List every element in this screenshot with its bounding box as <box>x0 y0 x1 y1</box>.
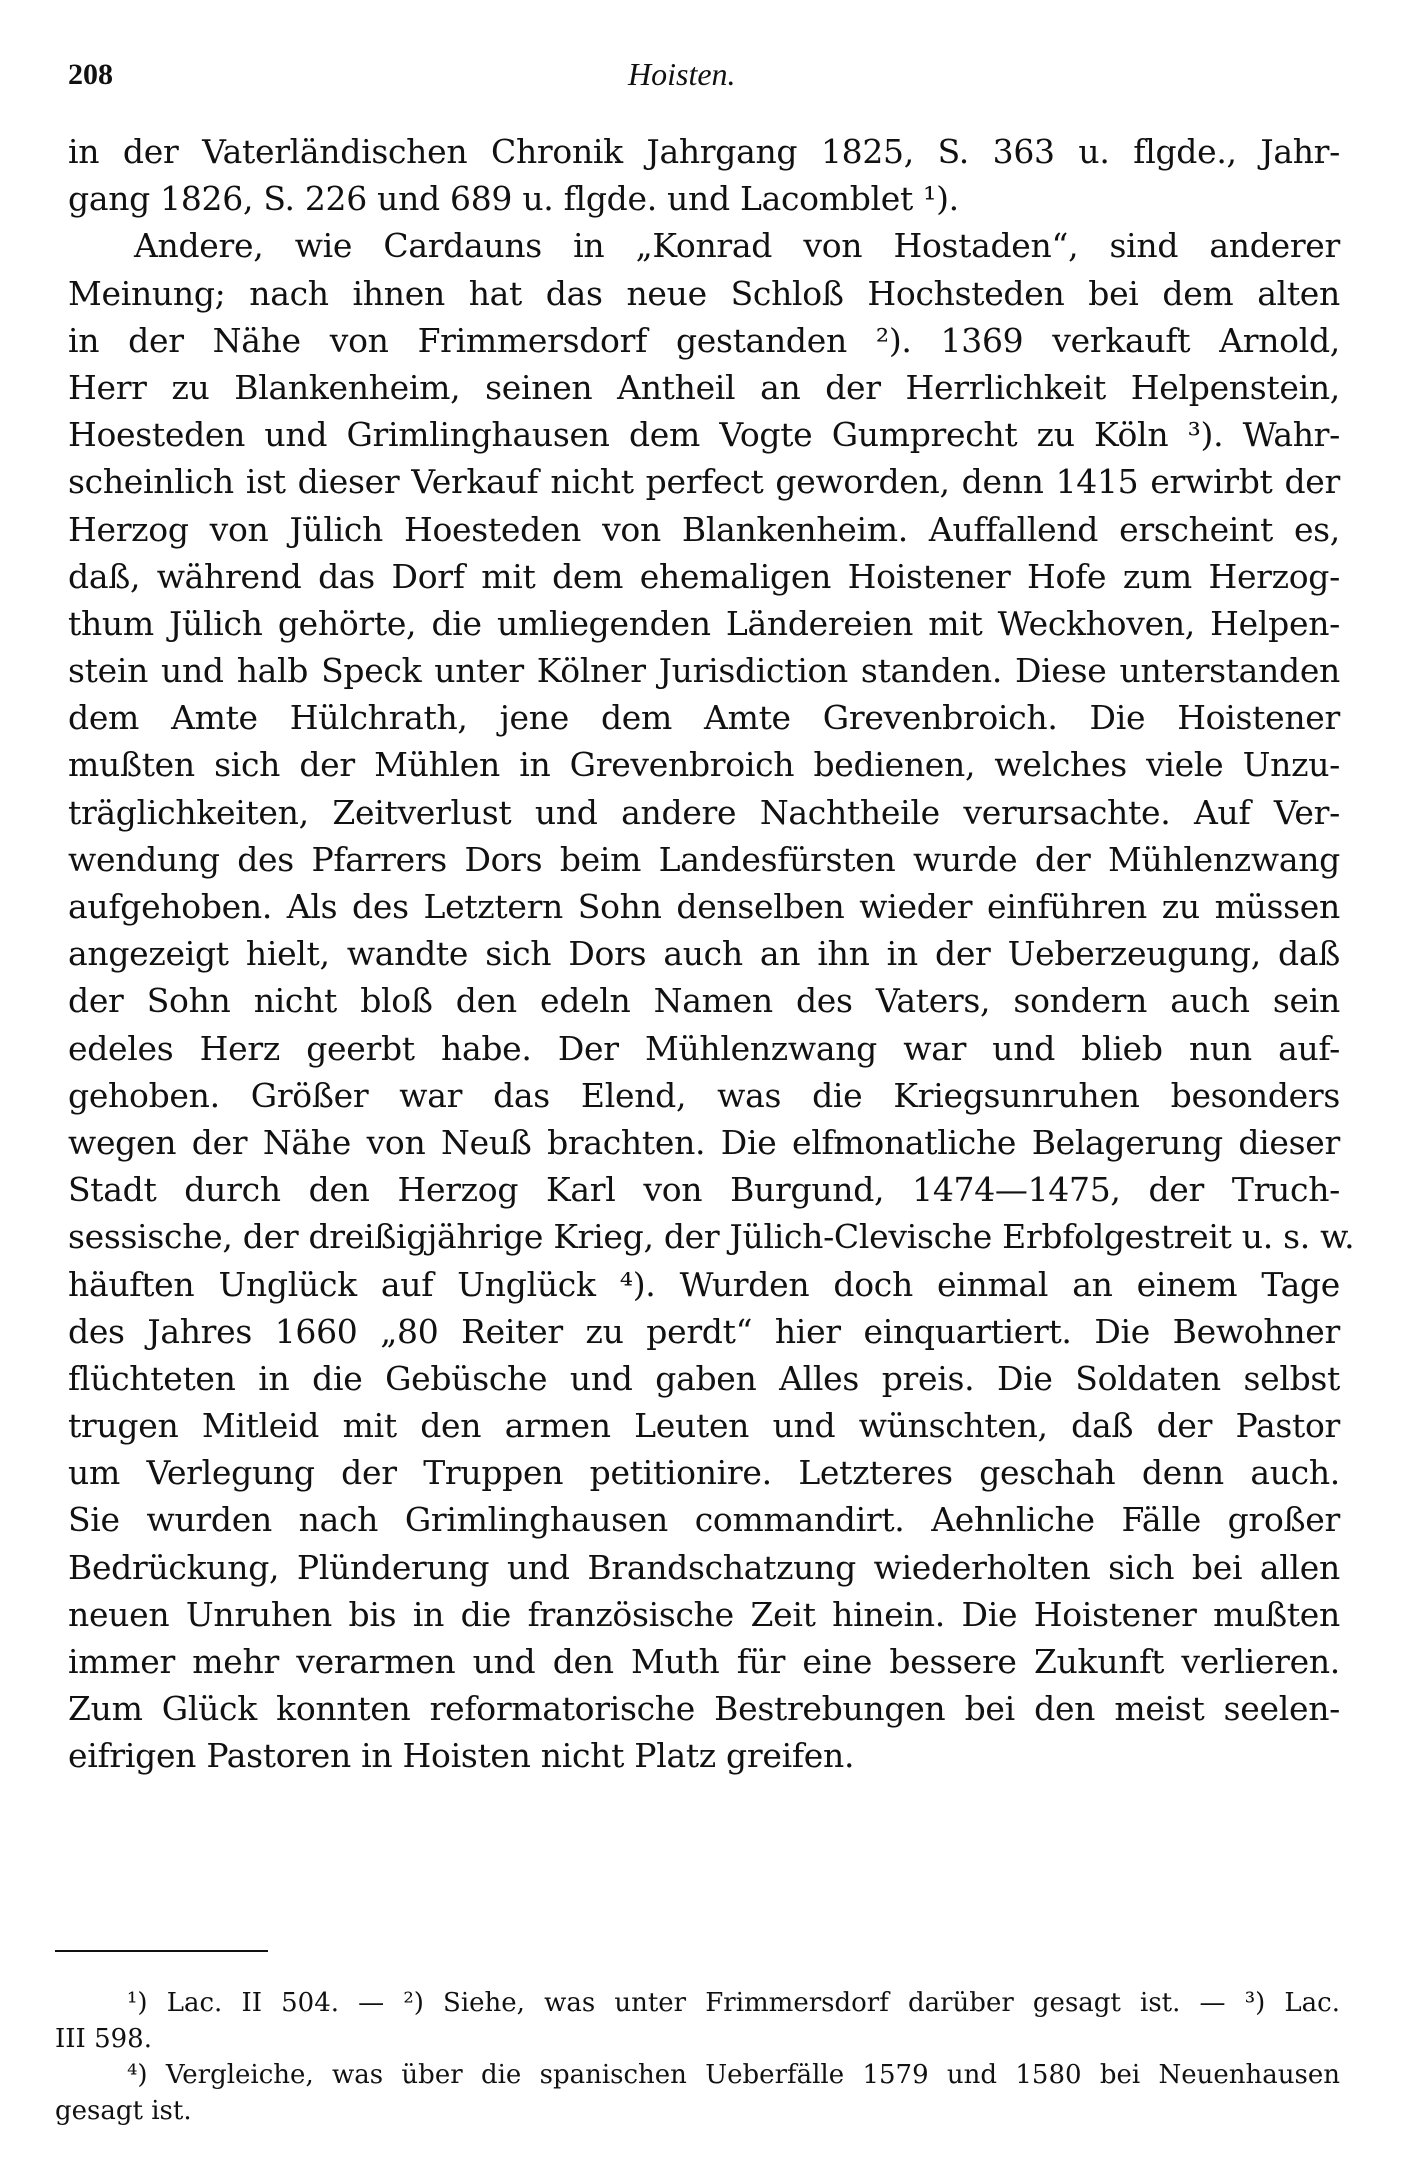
text-line: sessische, der dreißigjährige Krieg, der Jülich-Clevische Erbfolgestreit u. s. w. <box>68 1217 1355 1257</box>
footnote-line: ⁴) Vergleiche, was über die spanischen Ueberfälle 1579 und 1580 bei Neuenhausen <box>127 2060 1340 2090</box>
text-line: edeles Herz geerbt habe. Der Mühlenzwang war und blieb nun auf- <box>68 1028 1340 1068</box>
text-line: dem Amte Hülchrath, jene dem Amte Grevenbroich. Die Hoistener <box>68 698 1340 738</box>
text-line: in der Nähe von Frimmersdorf gestanden ²). 1369 verkauft Arnold, <box>68 320 1340 360</box>
text-line: Herr zu Blankenheim, seinen Antheil an der Herrlichkeit Helpenstein, <box>68 367 1340 407</box>
text-line: gehoben. Größer war das Elend, was die Kriegsunruhen besonders <box>68 1075 1340 1115</box>
footnotes <box>55 1985 1340 2129</box>
text-line: thum Jülich gehörte, die umliegenden Ländereien mit Weckhoven, Helpen- <box>68 603 1340 643</box>
running-title: Hoisten. <box>628 56 736 92</box>
text-line: der Sohn nicht bloß den edeln Namen des Vaters, sondern auch sein <box>68 981 1340 1021</box>
text-line: gang 1826, S. 226 und 689 u. flgde. und Lacomblet ¹). <box>68 179 959 219</box>
text-line: trugen Mitleid mit den armen Leuten und wünschten, daß der Pastor <box>68 1406 1340 1446</box>
footnote-line: gesagt ist. <box>55 2096 192 2126</box>
body-text <box>68 128 1355 1780</box>
text-line: stein und halb Speck unter Kölner Jurisdiction standen. Diese unterstanden <box>68 651 1340 691</box>
text-line: flüchteten in die Gebüsche und gaben Alles preis. Die Soldaten selbst <box>68 1358 1340 1398</box>
text-line: eifrigen Pastoren in Hoisten nicht Platz greifen. <box>68 1736 855 1776</box>
text-line: des Jahres 1660 „80 Reiter zu perdt“ hier einquartiert. Die Bewohner <box>68 1311 1340 1351</box>
text-line: Herzog von Jülich Hoesteden von Blankenheim. Auffallend erscheint es, <box>68 509 1340 549</box>
footnote-line: ¹) Lac. II 504. — ²) Siehe, was unter Frimmersdorf darüber gesagt ist. — ³) Lac. <box>127 1988 1340 2018</box>
text-line: Andere, wie Cardauns in „Konrad von Hostaden“, sind anderer <box>134 226 1340 266</box>
page-header <box>68 52 1340 92</box>
text-line: aufgehoben. Als des Letztern Sohn denselben wieder einführen zu müssen <box>68 887 1340 926</box>
text-line: Meinung; nach ihnen hat das neue Schloß Hochsteden bei dem alten <box>68 273 1340 313</box>
text-line: neuen Unruhen bis in die französische Zeit hinein. Die Hoistener mußten <box>68 1594 1340 1634</box>
text-line: in der Vaterländischen Chronik Jahrgang 1825, S. 363 u. flgde., Jahr- <box>68 132 1340 171</box>
text-line: wendung des Pfarrers Dors beim Landesfürsten wurde der Mühlenzwang <box>68 839 1340 879</box>
text-line: Stadt durch den Herzog Karl von Burgund, 1474—1475, der Truch- <box>68 1170 1340 1210</box>
text-line: häuften Unglück auf Unglück ⁴). Wurden doch einmal an einem Tage <box>68 1264 1340 1304</box>
text-line: Bedrückung, Plünderung und Brandschatzung wiederholten sich bei allen <box>68 1547 1340 1587</box>
text-line: um Verlegung der Truppen petitionire. Letzteres geschah denn auch. <box>68 1453 1340 1493</box>
text-line: wegen der Nähe von Neuß brachten. Die elfmonatliche Belagerung dieser <box>68 1122 1340 1162</box>
text-line: Sie wurden nach Grimlinghausen commandirt. Aehnliche Fälle großer <box>68 1500 1340 1540</box>
text-line: scheinlich ist dieser Verkauf nicht perfect geworden, denn 1415 erwirbt der <box>68 462 1340 502</box>
text-line: immer mehr verarmen und den Muth für eine bessere Zukunft verlieren. <box>68 1642 1340 1681</box>
footnote-separator <box>55 1950 268 1952</box>
text-line: träglichkeiten, Zeitverlust und andere Nachtheile verursachte. Auf Ver- <box>68 792 1340 832</box>
text-line: angezeigt hielt, wandte sich Dors auch an ihn in der Ueberzeugung, daß <box>68 934 1340 974</box>
page-number: 208 <box>68 58 113 91</box>
text-line: daß, während das Dorf mit dem ehemaligen Hoistener Hofe zum Herzog- <box>68 556 1340 596</box>
footnote-line: III 598. <box>55 2024 152 2054</box>
text-line: Hoesteden und Grimlinghausen dem Vogte Gumprecht zu Köln ³). Wahr- <box>68 415 1340 455</box>
text-line: Zum Glück konnten reformatorische Bestrebungen bei den meist seelen- <box>68 1689 1340 1729</box>
text-line: mußten sich der Mühlen in Grevenbroich bedienen, welches viele Unzu- <box>68 745 1340 785</box>
